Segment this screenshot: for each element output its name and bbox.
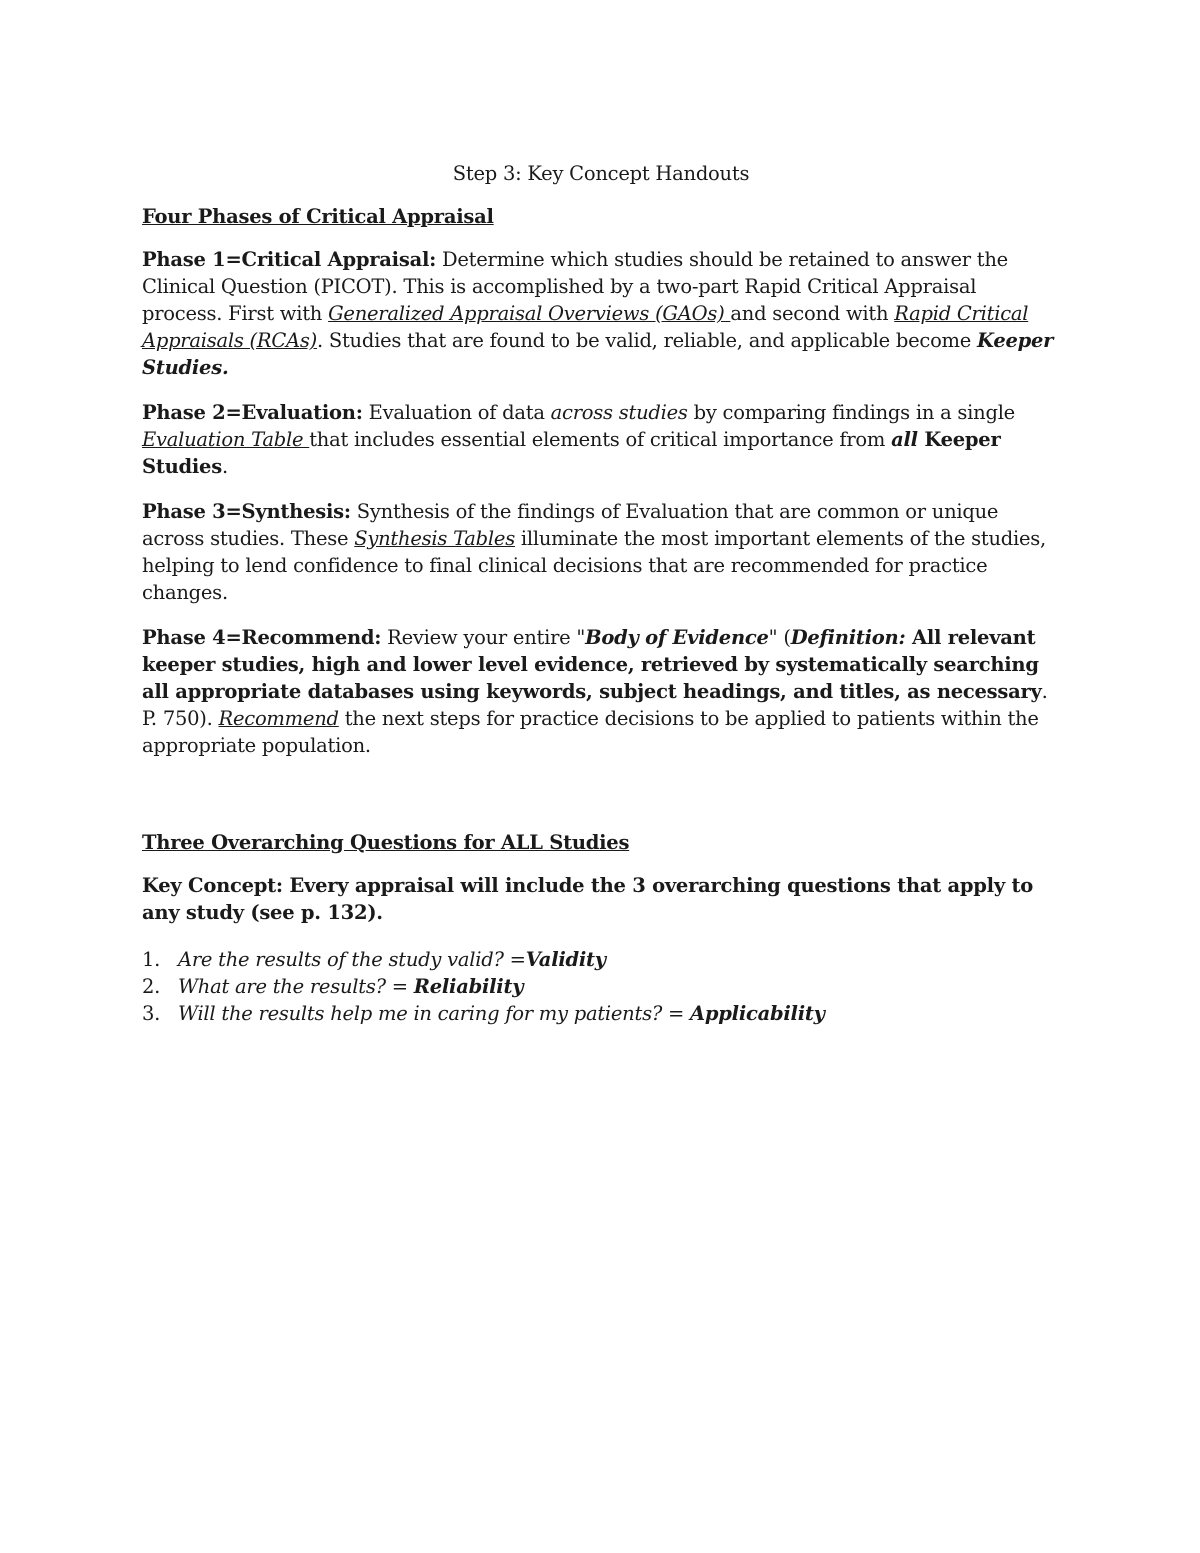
question-text-wrap: [178, 946, 606, 973]
section-heading-three-questions: Three Overarching Questions for ALL Studies: [142, 831, 630, 854]
phase-3-text-1: Synthesis of the findings of Evaluation that are common or unique across studies. These: [142, 500, 999, 550]
question-number: 2.: [142, 975, 161, 998]
phase-2-text-3: that includes essential elements of critical importance from: [309, 428, 892, 451]
recommend-link-text: Recommend: [218, 707, 339, 730]
body-of-evidence-emphasis: Body of Evidence: [585, 626, 769, 649]
question-answer: Reliability: [413, 975, 524, 998]
phase-3-text-2: illuminate the most important elements of the studies, helping to lend confidence to final clinical decisions that are recommended for practice changes.: [142, 527, 1046, 604]
section-heading-four-phases: Four Phases of Critical Appraisal: [142, 205, 494, 228]
question-number: 3.: [142, 1002, 161, 1025]
phase-1-paragraph: [142, 246, 1060, 381]
phase-4-paragraph: [142, 624, 1060, 759]
phase-2-text-1: Evaluation of data: [362, 401, 551, 424]
phase-4-label: Phase 4=Recommend:: [142, 626, 382, 649]
all-emphasis: all: [891, 428, 918, 451]
across-studies-emphasis: across studies: [550, 401, 688, 424]
definition-label: Definition:: [790, 626, 906, 649]
section-spacer: [142, 777, 1060, 829]
rca-link-text: Rapid Critical Appraisals (RCAs): [142, 302, 1029, 352]
phase-1-text-1: Determine which studies should be retained to answer the Clinical Question (PICOT). This is accomplished by a two-part Rapid Critical Appraisal process. First with: [142, 248, 1008, 325]
question-text-wrap: [178, 973, 523, 1000]
key-concept-paragraph: Key Concept: Every appraisal will include the 3 overarching questions that apply to any study (see p. 132).: [142, 874, 1033, 924]
overarching-questions-list: [142, 946, 1060, 1027]
question-text: Are the results of the study valid? =: [178, 948, 526, 971]
phase-2-paragraph: [142, 399, 1060, 480]
page-title: Step 3: Key Concept Handouts: [452, 162, 750, 185]
phase-3-paragraph: [142, 498, 1060, 606]
phase-1-text-3: . Studies that are found to be valid, reliable, and applicable become: [316, 329, 978, 352]
phase-1-text-2: and second with: [730, 302, 895, 325]
phase-4-text-1: Review your entire ": [381, 626, 586, 649]
phase-2-label: Phase 2=Evaluation:: [142, 401, 363, 424]
phase-4-text-2: " (: [768, 626, 791, 649]
gao-link-text: Generalized Appraisal Overviews (GAOs): [328, 302, 731, 325]
question-text-wrap: [178, 1000, 825, 1027]
question-answer: Validity: [525, 948, 606, 971]
question-item: [142, 973, 1060, 1000]
keeper-studies-bold: Keeper Studies: [142, 428, 1001, 478]
phase-2-text-2: by comparing findings in a single: [687, 401, 1015, 424]
question-item: [142, 1000, 1060, 1027]
phase-1-label: Phase 1=Critical Appraisal:: [142, 248, 437, 271]
question-text: Will the results help me in caring for my patients? =: [178, 1002, 691, 1025]
keeper-studies-emphasis: Keeper Studies.: [142, 329, 1054, 379]
definition-text: All relevant keeper studies, high and lower level evidence, retrieved by systematically searching all appropriate databases using keywords, subject headings, and titles, as necessary: [142, 626, 1042, 703]
phase-4-text-3: . P. 750).: [142, 680, 1048, 730]
synthesis-tables-link-text: Synthesis Tables: [354, 527, 515, 550]
evaluation-table-link-text: Evaluation Table: [142, 428, 310, 451]
phase-4-text-4: the next steps for practice decisions to be applied to patients within the appropriate population.: [142, 707, 1039, 757]
phase-2-text-4: .: [221, 455, 228, 478]
question-answer: Applicability: [690, 1002, 825, 1025]
phase-3-label: Phase 3=Synthesis:: [142, 500, 351, 523]
question-number: 1.: [142, 948, 161, 971]
question-item: [142, 946, 1060, 973]
question-text: What are the results? =: [178, 975, 414, 998]
